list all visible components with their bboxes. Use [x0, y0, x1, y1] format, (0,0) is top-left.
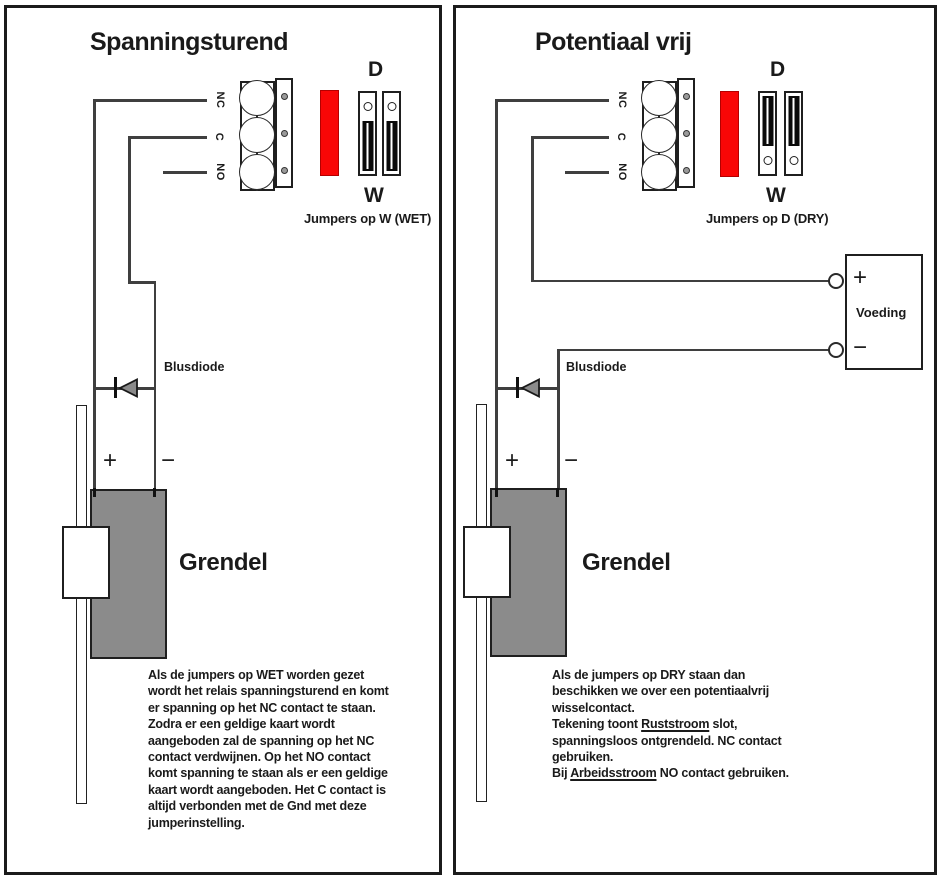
underlined-term: Arbeidsstroom — [570, 766, 657, 781]
wire-c-to-psu-plus — [531, 280, 831, 283]
screw-icon — [683, 167, 690, 174]
psu-plus-terminal-circle — [828, 273, 844, 289]
jumper-position-label-d: D — [770, 58, 786, 81]
right-description — [552, 667, 842, 782]
description-line: Tekening toont Ruststroom slot, — [552, 717, 738, 732]
lock-minus-label: − — [564, 447, 579, 474]
lock-name-label: Grendel — [179, 549, 268, 576]
lock-bolt — [76, 405, 87, 804]
wire-nc-vertical — [495, 99, 498, 489]
terminal-contact-circle — [239, 80, 275, 116]
psu-plus-label: + — [853, 264, 868, 291]
lock-minus-label: − — [161, 447, 176, 474]
wire-nc-horizontal — [495, 99, 609, 102]
jumper-position-label-w: W — [364, 184, 384, 207]
description-line: kaart wordt aangeboden. Het C contact is — [148, 782, 386, 797]
left-description — [148, 667, 428, 831]
lock-bolt — [476, 404, 487, 802]
wire-terminal-tick-plus — [495, 488, 498, 497]
wire-c-jog — [128, 281, 156, 284]
psu-label: Voeding — [856, 305, 907, 320]
wire-no-stub — [565, 171, 609, 174]
terminal-contact-circle — [641, 80, 677, 116]
jumper-setting-caption: Jumpers op W (WET) — [304, 211, 432, 226]
wire-nc-vertical — [93, 99, 96, 489]
jumper-right — [382, 91, 401, 176]
description-line: wisselcontact. — [552, 700, 635, 715]
diode-label: Blusdiode — [566, 360, 627, 374]
terminal-contact-circle — [641, 117, 677, 153]
screw-icon — [281, 167, 288, 174]
terminal-contact-circle — [239, 117, 275, 153]
screw-icon — [683, 130, 690, 137]
description-line: beschikken we over een potentiaalvrij — [552, 684, 769, 699]
terminal-label-c: C — [213, 132, 225, 142]
jumper-left — [358, 91, 377, 176]
lock-plus-label: + — [505, 447, 520, 474]
wire-c-vertical-lower — [154, 281, 157, 489]
psu-minus-label: − — [853, 334, 868, 361]
jumper-shunt-icon — [386, 121, 397, 171]
red-jumper-block — [720, 91, 739, 177]
screw-icon — [281, 130, 288, 137]
wire-terminal-tick-plus — [93, 488, 96, 497]
wire-terminal-tick-minus — [556, 488, 559, 497]
jumper-pin-hole-icon — [363, 102, 372, 111]
description-line: Bij Arbeidsstroom NO contact gebruiken. — [552, 766, 789, 781]
wire-c-horizontal — [531, 136, 609, 139]
terminal-label-no: NO — [616, 163, 628, 181]
right-panel-title: Potentiaal vrij — [535, 28, 692, 56]
description-line: gebruiken. — [552, 750, 614, 765]
terminal-label-nc: NC — [214, 91, 226, 109]
description-line: Zodra er een geldige kaart wordt — [148, 717, 335, 732]
strike-plate — [62, 526, 110, 599]
wire-c-vertical — [531, 136, 534, 282]
description-line: altijd verbonden met de Gnd met deze — [148, 799, 367, 814]
wire-psu-minus-vertical — [557, 349, 560, 489]
wire-nc-horizontal — [93, 99, 207, 102]
jumper-position-label-w: W — [766, 184, 786, 207]
wire-no-stub — [163, 171, 207, 174]
diode-icon — [519, 377, 541, 399]
description-line: Als de jumpers op WET worden gezet — [148, 668, 365, 682]
jumper-pin-hole-icon — [789, 156, 798, 165]
description-line: spanningsloos ontgrendeld. NC contact — [552, 733, 782, 748]
terminal-label-no: NO — [214, 163, 226, 181]
description-line: komt spanning te staan als er een geldige — [148, 766, 388, 781]
lock-plus-label: + — [103, 447, 118, 474]
terminal-contact-circle — [641, 154, 677, 190]
description-line: jumperinstelling. — [148, 815, 245, 830]
jumper-setting-caption: Jumpers op D (DRY) — [706, 211, 829, 226]
terminal-label-c: C — [615, 132, 627, 142]
red-jumper-block — [320, 90, 339, 176]
jumper-shunt-icon — [788, 96, 799, 146]
psu-minus-terminal-circle — [828, 342, 844, 358]
wire-c-vertical-upper — [128, 136, 131, 283]
jumper-right — [784, 91, 803, 176]
description-line: er spanning op het NC contact te staan. — [148, 700, 376, 715]
lock-name-label: Grendel — [582, 549, 671, 576]
underlined-term: Ruststroom — [641, 717, 710, 732]
diode-label: Blusdiode — [164, 360, 225, 374]
jumper-left — [758, 91, 777, 176]
terminal-contact-circle — [239, 154, 275, 190]
description-line: aangeboden zal de spanning op het NC — [148, 733, 375, 748]
screw-icon — [281, 93, 288, 100]
description-line: wordt het relais spanningsturend en komt — [148, 684, 389, 699]
wire-c-horizontal — [128, 136, 207, 139]
jumper-position-label-d: D — [368, 58, 384, 81]
description-line: contact verdwijnen. Op het NO contact — [148, 750, 371, 765]
jumper-shunt-icon — [362, 121, 373, 171]
description-line: Als de jumpers op DRY staan dan — [552, 668, 746, 682]
jumper-pin-hole-icon — [387, 102, 396, 111]
wire-psu-minus-horizontal — [557, 349, 831, 352]
left-panel-title: Spanningsturend — [90, 28, 289, 56]
jumper-shunt-icon — [762, 96, 773, 146]
terminal-label-nc: NC — [616, 91, 628, 109]
screw-icon — [683, 93, 690, 100]
diode-icon — [117, 377, 139, 399]
jumper-pin-hole-icon — [763, 156, 772, 165]
wire-terminal-tick-minus — [153, 488, 156, 497]
strike-plate — [463, 526, 511, 598]
